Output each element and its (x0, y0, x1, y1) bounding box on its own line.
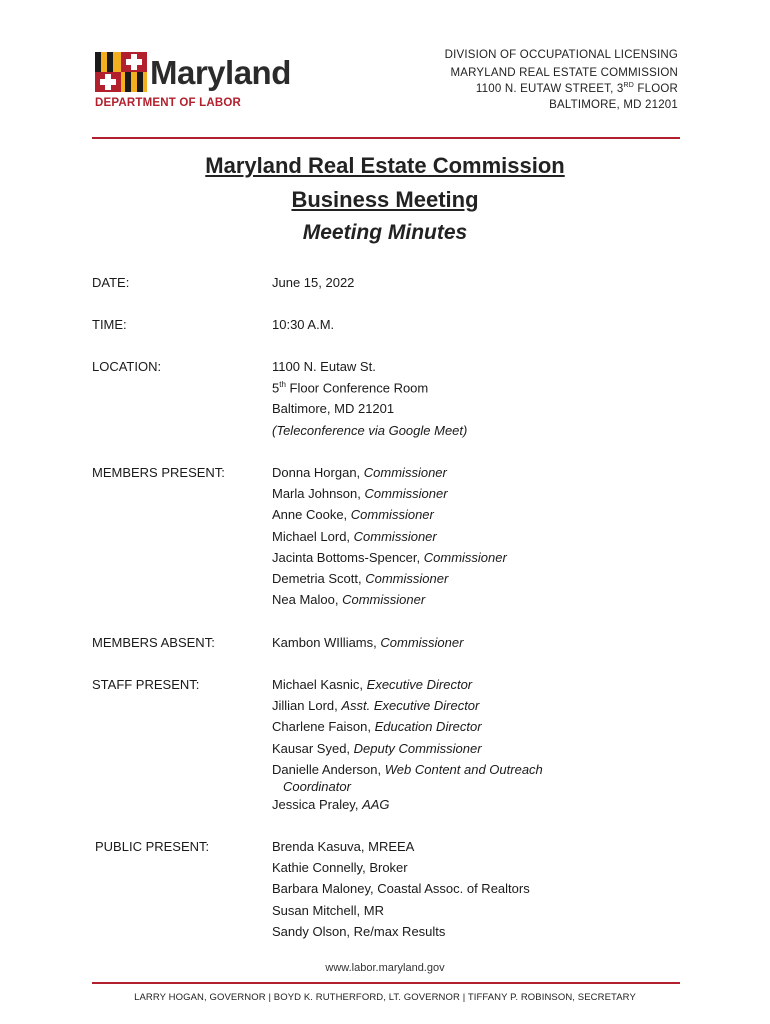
list-item: Danielle Anderson, Web Content and Outreach (272, 762, 543, 777)
location-street: 1100 N. Eutaw St. (272, 359, 376, 374)
list-item: Kausar Syed, Deputy Commissioner (272, 741, 482, 756)
staff-present-label: STAFF PRESENT: (92, 677, 200, 692)
list-item: Michael Kasnic, Executive Director (272, 677, 473, 692)
list-item: Brenda Kasuva, MREEA (272, 839, 415, 854)
list-item: Anne Cooke, Commissioner (272, 507, 434, 522)
location-room: 5th Floor Conference Room (272, 380, 429, 396)
list-item: Kathie Connelly, Broker (272, 860, 408, 875)
list-item: Sandy Olson, Re/max Results (272, 924, 446, 939)
footer-officials: LARRY HOGAN, GOVERNOR | BOYD K. RUTHERFORD, LT. GOVERNOR | TIFFANY P. ROBINSON, SECRETARY (134, 992, 636, 1003)
list-item: Donna Horgan, Commissioner (272, 465, 447, 480)
location-note: (Teleconference via Google Meet) (272, 423, 468, 438)
list-item: Demetria Scott, Commissioner (272, 571, 449, 586)
list-item: Barbara Maloney, Coastal Assoc. of Realtors (272, 881, 530, 896)
footer-website-link[interactable]: www.labor.maryland.gov (325, 962, 445, 974)
address-commission: MARYLAND REAL ESTATE COMMISSION (450, 67, 678, 79)
list-item: Marla Johnson, Commissioner (272, 486, 448, 501)
page-subtitle: Business Meeting (291, 187, 479, 212)
list-item: Jessica Praley, AAG (272, 797, 390, 812)
logo-subtitle: DEPARTMENT OF LABOR (95, 97, 242, 109)
list-item-continuation: Coordinator (283, 779, 351, 794)
page-title: Maryland Real Estate Commission (205, 153, 565, 178)
list-item: Michael Lord, Commissioner (272, 529, 437, 544)
list-item: Nea Maloo, Commissioner (272, 592, 426, 607)
header-divider (92, 137, 680, 139)
list-item: Jacinta Bottoms-Spencer, Commissioner (272, 550, 507, 565)
time-value: 10:30 A.M. (272, 317, 335, 332)
date-value: June 15, 2022 (272, 275, 355, 290)
members-present-label: MEMBERS PRESENT: (92, 465, 225, 480)
logo-wordmark: Maryland (150, 54, 291, 91)
list-item: Susan Mitchell, MR (272, 903, 384, 918)
maryland-flag-logo-icon (95, 52, 147, 92)
list-item: Charlene Faison, Education Director (272, 719, 482, 734)
address-street: 1100 N. EUTAW STREET, 3RD FLOOR (475, 82, 678, 95)
document-type: Meeting Minutes (302, 221, 468, 244)
public-present-label: PUBLIC PRESENT: (95, 839, 210, 854)
location-city: Baltimore, MD 21201 (272, 401, 395, 416)
address-division: DIVISION OF OCCUPATIONAL LICENSING (444, 49, 678, 61)
time-label: TIME: (92, 317, 127, 332)
date-label: DATE: (92, 275, 130, 290)
address-city: BALTIMORE, MD 21201 (549, 99, 678, 111)
members-absent-label: MEMBERS ABSENT: (92, 635, 215, 650)
footer-divider (92, 982, 680, 984)
list-item: Kambon WIlliams, Commissioner (272, 635, 464, 650)
list-item: Jillian Lord, Asst. Executive Director (272, 698, 480, 713)
location-label: LOCATION: (92, 359, 162, 374)
